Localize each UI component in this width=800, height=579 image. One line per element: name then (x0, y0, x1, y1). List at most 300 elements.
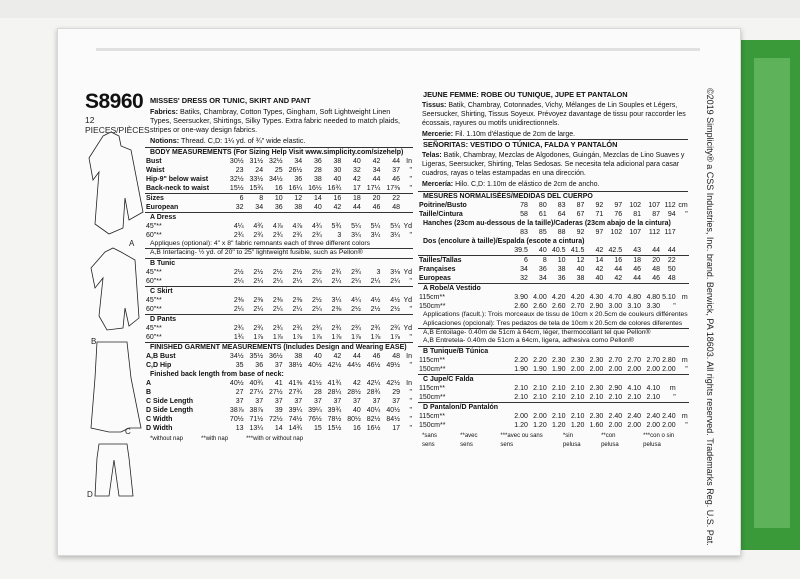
francaises-row (418, 265, 689, 274)
body-row-value: 25 (274, 167, 283, 174)
length-row-value: 42¼ (366, 379, 381, 387)
mesure-row-value: 87 (576, 202, 585, 209)
skirt-c-sketch (91, 342, 141, 432)
length-row-value: 40½ (386, 406, 400, 414)
hanches-head (418, 219, 689, 228)
applications-note-text: Applications (facult.): Trois morceaux de tissu de 10cm x 20.5cm de couleurs différentes (423, 311, 688, 319)
length-row-value: 38⅞ (249, 406, 264, 414)
b-yardage-row-value: 2¼ (351, 277, 361, 285)
d-yardage-row-value: 2¾ (292, 324, 303, 332)
notions-label: Notions: (150, 136, 180, 145)
length-row-value: 37 (333, 397, 342, 405)
body-row-value: 38 (333, 158, 342, 165)
mesure-row-value: 87 (652, 211, 661, 218)
european-row-value: 48 (392, 204, 400, 211)
d-yardage-row (145, 333, 413, 343)
side-copyright-text: ©2019 Simplicity® a CSS Industries, Inc. brand. Berwick, PA 18603. All rights reserved. Trademarks Reg. U.S. Pat. (705, 88, 715, 546)
body-row-value: 28 (313, 167, 322, 174)
mesure-row-value: 58 (520, 211, 528, 218)
d-metric-row-value: 2.10 (570, 412, 585, 420)
a-yardage-row-label: 60"** (146, 232, 162, 239)
metric-footnotes (418, 432, 688, 450)
finished-row-value: 35 (235, 361, 244, 369)
sizes-row-label: Sizes (146, 195, 164, 202)
b-metric-row-value: 1.90 (533, 365, 547, 373)
a-metric-row-value: 4.70 (608, 294, 623, 301)
envelope-flap-edge (96, 48, 700, 51)
b-metric-row-value: 1.90 (514, 365, 528, 373)
length-row-value: 14 (274, 424, 283, 432)
fr-footnote-2: **avec sens (460, 432, 478, 448)
body-row-value: 26½ (288, 167, 303, 174)
length-row (145, 379, 413, 388)
a-dress-head (145, 213, 413, 223)
dos-row-value: 42 (595, 247, 604, 254)
c-metric-row-value: 2.10 (570, 393, 585, 401)
finished-row-value: 36½ (269, 352, 283, 360)
a-metric-row-value: 4.80 (627, 294, 642, 301)
european-row-value: 38 (294, 204, 303, 211)
b-yardage-row-value: 2¼ (370, 277, 381, 285)
background-surface (0, 0, 800, 18)
d-metric-row-value: 1.20 (551, 421, 566, 429)
c-metric-row-value: 2.10 (646, 393, 661, 401)
d-metric-row-label: 150cm** (419, 421, 446, 429)
b-yardage-row-value: 2¼ (390, 277, 400, 285)
length-row-label: D Width (146, 424, 173, 432)
body-row-value: 40 (333, 176, 342, 183)
tailles-row-value: 6 (523, 257, 528, 264)
length-row-label: B (146, 388, 152, 396)
mesure-row-label: Taille/Cintura (419, 211, 463, 218)
c-metric-row-unit: " (673, 393, 676, 401)
tissus-text (422, 101, 688, 128)
a-metric-row-value: 2.60 (533, 303, 547, 310)
body-row-value: 36 (294, 176, 303, 183)
d-metric-row-value: 2.00 (627, 421, 642, 429)
dos-row-value: 44 (652, 247, 661, 254)
length-row-unit: " (409, 406, 412, 414)
length-row-value: 28½ (347, 388, 361, 396)
hanches-row-value: 102 (610, 229, 623, 236)
a-robe-head-text: A Robe/A Vestido (418, 284, 689, 294)
c-yardage-row-value: 2⅜ (292, 296, 303, 304)
c-metric-row-value: 2.30 (589, 384, 604, 392)
d-yardage-row-value: 2¾ (233, 324, 244, 332)
a-yardage-row-value: 4¾ (312, 223, 322, 230)
length-row-value: 37 (372, 397, 381, 405)
sizes-row-value: 18 (353, 195, 361, 202)
footnote-1: *without nap (150, 435, 184, 442)
dos-row-value: 43 (633, 247, 642, 254)
length-row-value: 72½ (269, 415, 283, 423)
a-metric-row-value: 4.80 (646, 294, 661, 301)
body-row-value: 17⅜ (386, 185, 400, 192)
view-label-d: D (87, 490, 93, 498)
body-row (145, 175, 413, 184)
d-yardage-row-value: 1⅞ (390, 333, 400, 341)
c-metric-row-value: 4.10 (627, 384, 642, 392)
hanches-head-text: Hanches (23cm au-dessous de la taille)/Caderas (23cm abajo de la cintura) (423, 220, 671, 227)
mesure-row-value: 80 (538, 202, 547, 209)
c-yardage-row-value: 2¼ (292, 305, 303, 313)
finished-row-value: 44½ (347, 361, 361, 369)
finished-row-value: 40 (313, 352, 322, 360)
tailles-row-value: 20 (652, 257, 661, 264)
finished-row-value: 36 (255, 361, 264, 369)
length-row-value: 17 (392, 424, 400, 432)
b-yardage-row-unit: " (409, 277, 412, 285)
c-yardage-row-label: 45"** (146, 296, 162, 304)
body-row-value: 16¾ (327, 185, 342, 192)
fabrics-label: Fabrics: (150, 107, 178, 116)
a-yardage-row-value: 5¼ (351, 223, 361, 230)
length-row-value: 37 (353, 397, 361, 405)
a-yardage-row-value: 5¾ (331, 223, 342, 230)
europeas-row-value: 32 (520, 275, 528, 282)
length-row-unit: In (406, 379, 412, 387)
body-row-label: Waist (146, 167, 165, 174)
francaises-row-value: 50 (667, 266, 676, 273)
finished-row-value: 42 (333, 352, 342, 360)
b-metric-row-unit: m (681, 356, 688, 364)
c-metric-row-value: 2.10 (533, 384, 547, 392)
length-row-value: 40 (353, 406, 361, 414)
d-yardage-row-label: 60"** (146, 333, 162, 341)
finished-row-value: 46½ (366, 361, 381, 369)
c-metric-row-value: 2.10 (514, 384, 528, 392)
finished-row (145, 352, 413, 361)
tissus-label: Tissus: (422, 102, 447, 109)
mesure-row-value: 107 (648, 202, 661, 209)
tailles-row-value: 16 (614, 257, 623, 264)
hanches-row-value: 117 (664, 229, 676, 236)
d-yardage-row-value: 2¾ (272, 324, 283, 332)
c-metric-row-value: 2.10 (551, 384, 566, 392)
length-row-value: 39¾ (327, 406, 342, 414)
body-row-value: 42 (353, 176, 361, 183)
spanish-title: SEÑORITAS: VESTIDO O TÚNICA, FALDA Y PANTALÓN (423, 139, 688, 149)
b-metric-row-value: 2.70 (646, 356, 661, 364)
a-metric-row-value: 2.60 (551, 303, 566, 310)
c-yardage-row (145, 305, 413, 315)
a-yardage-row-unit: Yd (403, 223, 412, 230)
a-yardage-row-value: 4⅞ (292, 223, 303, 230)
tailles-row-label: Tailles/Tallas (419, 257, 462, 264)
a-metric-row-value: 2.60 (514, 303, 528, 310)
a-yardage-row-value: 4⅞ (272, 223, 283, 230)
a-dress-head-text: A Dress (145, 213, 413, 223)
es-footnote-3: ***con o sin pelusa (643, 432, 675, 448)
merceria-value: Hilo. C,D: 1.10m de elástico de 2cm de ancho. (455, 181, 600, 188)
b-tunique-head-text: B Tunique/B Túnica (418, 346, 689, 356)
finished-row-unit: " (409, 361, 412, 369)
b-metric-row (418, 365, 689, 375)
body-row-value: 17¼ (366, 185, 381, 192)
a-yardage-row-value: 5¼ (370, 223, 381, 230)
body-row-value: 16 (274, 185, 283, 192)
c-metric-row (418, 393, 689, 403)
a-metric-row-label: 115cm** (419, 294, 445, 301)
back-length-head-text: Finished back length from base of neck: (150, 370, 284, 378)
sizes-row (145, 194, 413, 204)
european-row-value: 44 (353, 204, 361, 211)
hanches-row-value: 107 (629, 229, 642, 236)
d-yardage-row-unit: Yd (403, 324, 412, 332)
b-yardage-row-value: 2½ (292, 268, 303, 276)
length-row-value: 84½ (386, 415, 400, 423)
c-yardage-row-unit: Yd (403, 296, 412, 304)
d-yardage-row-value: 1¾ (233, 333, 244, 341)
francaises-row-value: 44 (614, 266, 623, 273)
length-row-value: 16½ (366, 424, 381, 432)
english-title: MISSES' DRESS OR TUNIC, SKIRT AND PANT (150, 96, 311, 105)
mesure-row (418, 201, 689, 210)
body-row-value: 15½ (229, 185, 244, 192)
d-metric-row (418, 412, 689, 421)
aplicaciones-note-text: Aplicaciones (opcional): Tres pedazos de tela de 10cm x 20.5cm de colores diferentes (423, 319, 683, 327)
a-yardage-row-value: 3¼ (351, 232, 361, 239)
tailles-row (418, 256, 689, 266)
length-row-value: 16 (353, 424, 361, 432)
finished-row-value: 48 (392, 352, 400, 360)
d-yardage-row-value: 1⅞ (253, 333, 264, 341)
tailles-row-value: 14 (595, 257, 604, 264)
c-skirt-head (145, 286, 413, 296)
finished-row-value: 35½ (249, 352, 264, 360)
back-length-head (145, 370, 413, 379)
d-yardage-row-value: 1⅞ (331, 333, 342, 341)
b-metric-row-value: 2.00 (589, 365, 604, 373)
length-row-value: 39¼ (308, 406, 322, 414)
c-yardage-row-value: 2½ (390, 305, 400, 313)
footnote-3: ***with or without nap (246, 435, 304, 442)
a-metric-row (418, 302, 689, 311)
a-yardage-row-value: 3¼ (390, 232, 400, 239)
c-metric-row-value: 2.10 (627, 393, 642, 401)
length-row-value: 37 (313, 397, 322, 405)
mesure-row-value: 81 (633, 211, 642, 218)
dos-row-value: 42.5 (608, 247, 623, 254)
a-metric-row-value: 2.70 (570, 303, 585, 310)
length-row-value: 42 (353, 379, 361, 387)
b-yardage-row-label: 60"** (146, 277, 162, 285)
body-row-value: 23 (235, 167, 244, 174)
d-metric-row-value: 2.40 (608, 412, 623, 420)
pattern-number: S8960 (85, 90, 144, 113)
finished-row-unit: In (406, 352, 412, 360)
dos-row-value: 44 (667, 247, 676, 254)
telas-text (422, 151, 688, 178)
europeas-row-value: 34 (538, 275, 547, 282)
b-metric-row-label: 115cm** (419, 356, 445, 364)
d-metric-row-value: 2.40 (646, 412, 661, 420)
b-yardage-row (145, 277, 413, 287)
d-metric-row-value: 2.00 (662, 421, 676, 429)
body-row (145, 184, 413, 194)
tissus-value: Batik, Chambray, Cotonnades, Vichy, Mélanges de Lin Souples et Légers, Seersucker, Shirting, Tissus Soyeux. Prévoyez davantage de tissu pour raccorder les écossais, rayures ou motifs unidirectionnels. (422, 102, 686, 127)
d-pants-head-text: D Pants (145, 314, 413, 324)
length-row-value: 38⅞ (229, 406, 244, 414)
dos-row (418, 246, 689, 256)
sizes-row-value: 14 (313, 195, 322, 202)
francaises-row-value: 34 (520, 266, 528, 273)
european-row-label: European (146, 204, 179, 211)
entretela-note (418, 337, 689, 346)
length-row-label: A (146, 379, 152, 387)
mesure-row-value: 61 (538, 211, 547, 218)
b-metric-row-value: 2.20 (533, 356, 547, 364)
body-row-value: 37 (392, 167, 400, 174)
pattern-info-sheet (85, 90, 690, 498)
mesure-row-value: 71 (595, 211, 604, 218)
length-row-value: 71½ (249, 415, 264, 423)
b-tunic-head (145, 258, 413, 268)
a-metric-row-value: 4.20 (570, 294, 585, 301)
hanches-row-label (418, 228, 510, 237)
length-row-value: 37 (235, 397, 244, 405)
dos-row-value: 40.5 (551, 247, 566, 254)
finished-row-value: 34½ (229, 352, 244, 360)
length-row-value: 28¼ (327, 388, 342, 396)
length-row-value: 15½ (327, 424, 342, 432)
length-row-value: 80½ (347, 415, 361, 423)
c-yardage-row-value: 2⅜ (272, 296, 283, 304)
c-metric-row-unit: m (669, 384, 676, 392)
metric-table (418, 201, 689, 430)
finished-row-label: C,D Hip (146, 361, 172, 369)
sizes-row-value: 12 (294, 195, 303, 202)
francaises-row-value: 46 (633, 266, 642, 273)
european-row-value: 34 (255, 204, 264, 211)
c-yardage-row-value: 2⅜ (233, 296, 244, 304)
d-metric-row-value: 2.00 (514, 412, 528, 420)
a-metric-row-value: 4.00 (533, 294, 547, 301)
c-metric-row-value: 2.10 (589, 393, 604, 401)
mesure-row-value: 78 (520, 202, 528, 209)
c-metric-row-value: 4.10 (646, 384, 661, 392)
a-metric-row (418, 293, 689, 302)
length-row-value: 37 (274, 397, 283, 405)
notions-value: Thread. C,D: 1¼ yd. of ¾" wide elastic. (181, 136, 306, 145)
hanches-row-value: 83 (520, 229, 528, 236)
francaises-row-value: 36 (538, 266, 547, 273)
applications-note (418, 311, 689, 320)
length-row-value: 39 (274, 406, 283, 414)
finished-row-value: 44 (353, 352, 361, 360)
length-row-value: 74½ (288, 415, 303, 423)
finished-row-value: 40½ (308, 361, 322, 369)
c-yardage-row-value: 2½ (370, 305, 381, 313)
finished-head (145, 342, 413, 352)
length-row-value: 78½ (327, 415, 342, 423)
telas-label: Telas: (422, 152, 442, 159)
view-label-a: A (129, 239, 135, 248)
europeas-row-label: Europeas (419, 275, 451, 282)
length-row (145, 415, 413, 424)
europeas-row (418, 274, 689, 284)
c-yardage-row-label: 60"** (146, 305, 162, 313)
europeas-row-value: 44 (633, 275, 642, 282)
english-column (85, 90, 413, 498)
c-yardage-row-value: 2¼ (312, 305, 322, 313)
hanches-row-value: 92 (576, 229, 585, 236)
b-yardage-row-unit: Yd (403, 268, 412, 276)
tailles-row-value: 8 (542, 257, 547, 264)
a-yardage-row-value: 2¾ (253, 232, 264, 239)
mesure-row-value: 112 (664, 202, 676, 209)
length-row-value: 41½ (308, 379, 322, 387)
pieces-count: 12 PIECES/PIÈCES (85, 115, 150, 135)
french-spanish-column (418, 90, 688, 498)
d-yardage-row-value: 2¾ (312, 324, 322, 332)
b-yardage-row-value: 2¾ (351, 268, 361, 276)
finished-head-text: FINISHED GARMENT MEASUREMENTS (Includes Design and Wearing EASE) (145, 342, 413, 352)
d-yardage-row (145, 324, 413, 333)
d-metric-row-value: 2.10 (551, 412, 566, 420)
body-row-value: 16½ (308, 185, 322, 192)
length-row-value: 14¾ (288, 424, 303, 432)
d-yardage-row-value: 2¾ (351, 324, 361, 332)
body-row-value: 32½ (269, 158, 283, 165)
european-row-value: 46 (372, 204, 381, 211)
length-row (145, 424, 413, 433)
dos-row-label (418, 246, 510, 256)
entoilage-note-text: A,B Entoilage- 0.40m de 51cm à 64cm, léger, thermocollant tel que Pellon® (418, 329, 689, 338)
dos-row-value: 39.5 (514, 247, 528, 254)
a-metric-row-value: 4.30 (589, 294, 604, 301)
fr-footnote-1: *sans sens (422, 432, 438, 448)
mercerie-label: Mercerie: (422, 131, 454, 138)
c-yardage-row-value: 3¼ (331, 296, 342, 304)
length-row-value: 41⅜ (288, 379, 303, 387)
d-metric-row-value: 2.00 (533, 412, 547, 420)
body-row-value: 17 (353, 185, 361, 192)
b-metric-row-value: 2.00 (570, 365, 585, 373)
c-yardage-row-value: 2¼ (233, 305, 244, 313)
a-metric-row-value: 3.00 (608, 303, 623, 310)
a-yardage-row-value: 2¾ (233, 232, 244, 239)
body-row-unit: " (409, 176, 412, 183)
a-yardage-row-value: 3¼ (370, 232, 381, 239)
francaises-row-value: 38 (557, 266, 566, 273)
b-yardage-row-value: 3⅛ (390, 268, 400, 276)
d-yardage-row-value: 2¾ (390, 324, 400, 332)
c-yardage-row-unit: " (409, 305, 412, 313)
interfacing-note-text: A,B Interfacing- ½ yd. of 20" to 25" lightweight fusible, such as Pellon® (145, 249, 413, 258)
c-yardage-row-value: 2¼ (253, 305, 264, 313)
a-yardage-row-value: 2¾ (272, 232, 283, 239)
c-metric-row-value: 2.10 (608, 393, 623, 401)
finished-row-value: 46 (372, 352, 381, 360)
finished-row-value: 42½ (327, 361, 342, 369)
a-yardage-row (145, 231, 413, 240)
european-row-value: 42 (333, 204, 342, 211)
body-row-value: 33½ (249, 176, 264, 183)
length-row-unit: " (409, 397, 412, 405)
c-metric-row-value: 2.10 (570, 384, 585, 392)
europeas-row-value: 36 (557, 275, 566, 282)
b-metric-row-value: 2.20 (514, 356, 528, 364)
hanches-row-value: 88 (557, 229, 566, 236)
dos-row-value: 40 (538, 247, 547, 254)
body-row-value: 34 (372, 167, 381, 174)
european-row-value: 36 (274, 204, 283, 211)
length-row-value: 76½ (308, 415, 322, 423)
c-metric-row-label: 115cm** (419, 384, 445, 392)
sizes-row-value: 10 (274, 195, 283, 202)
a-yardage-row-value: 2¾ (312, 232, 322, 239)
